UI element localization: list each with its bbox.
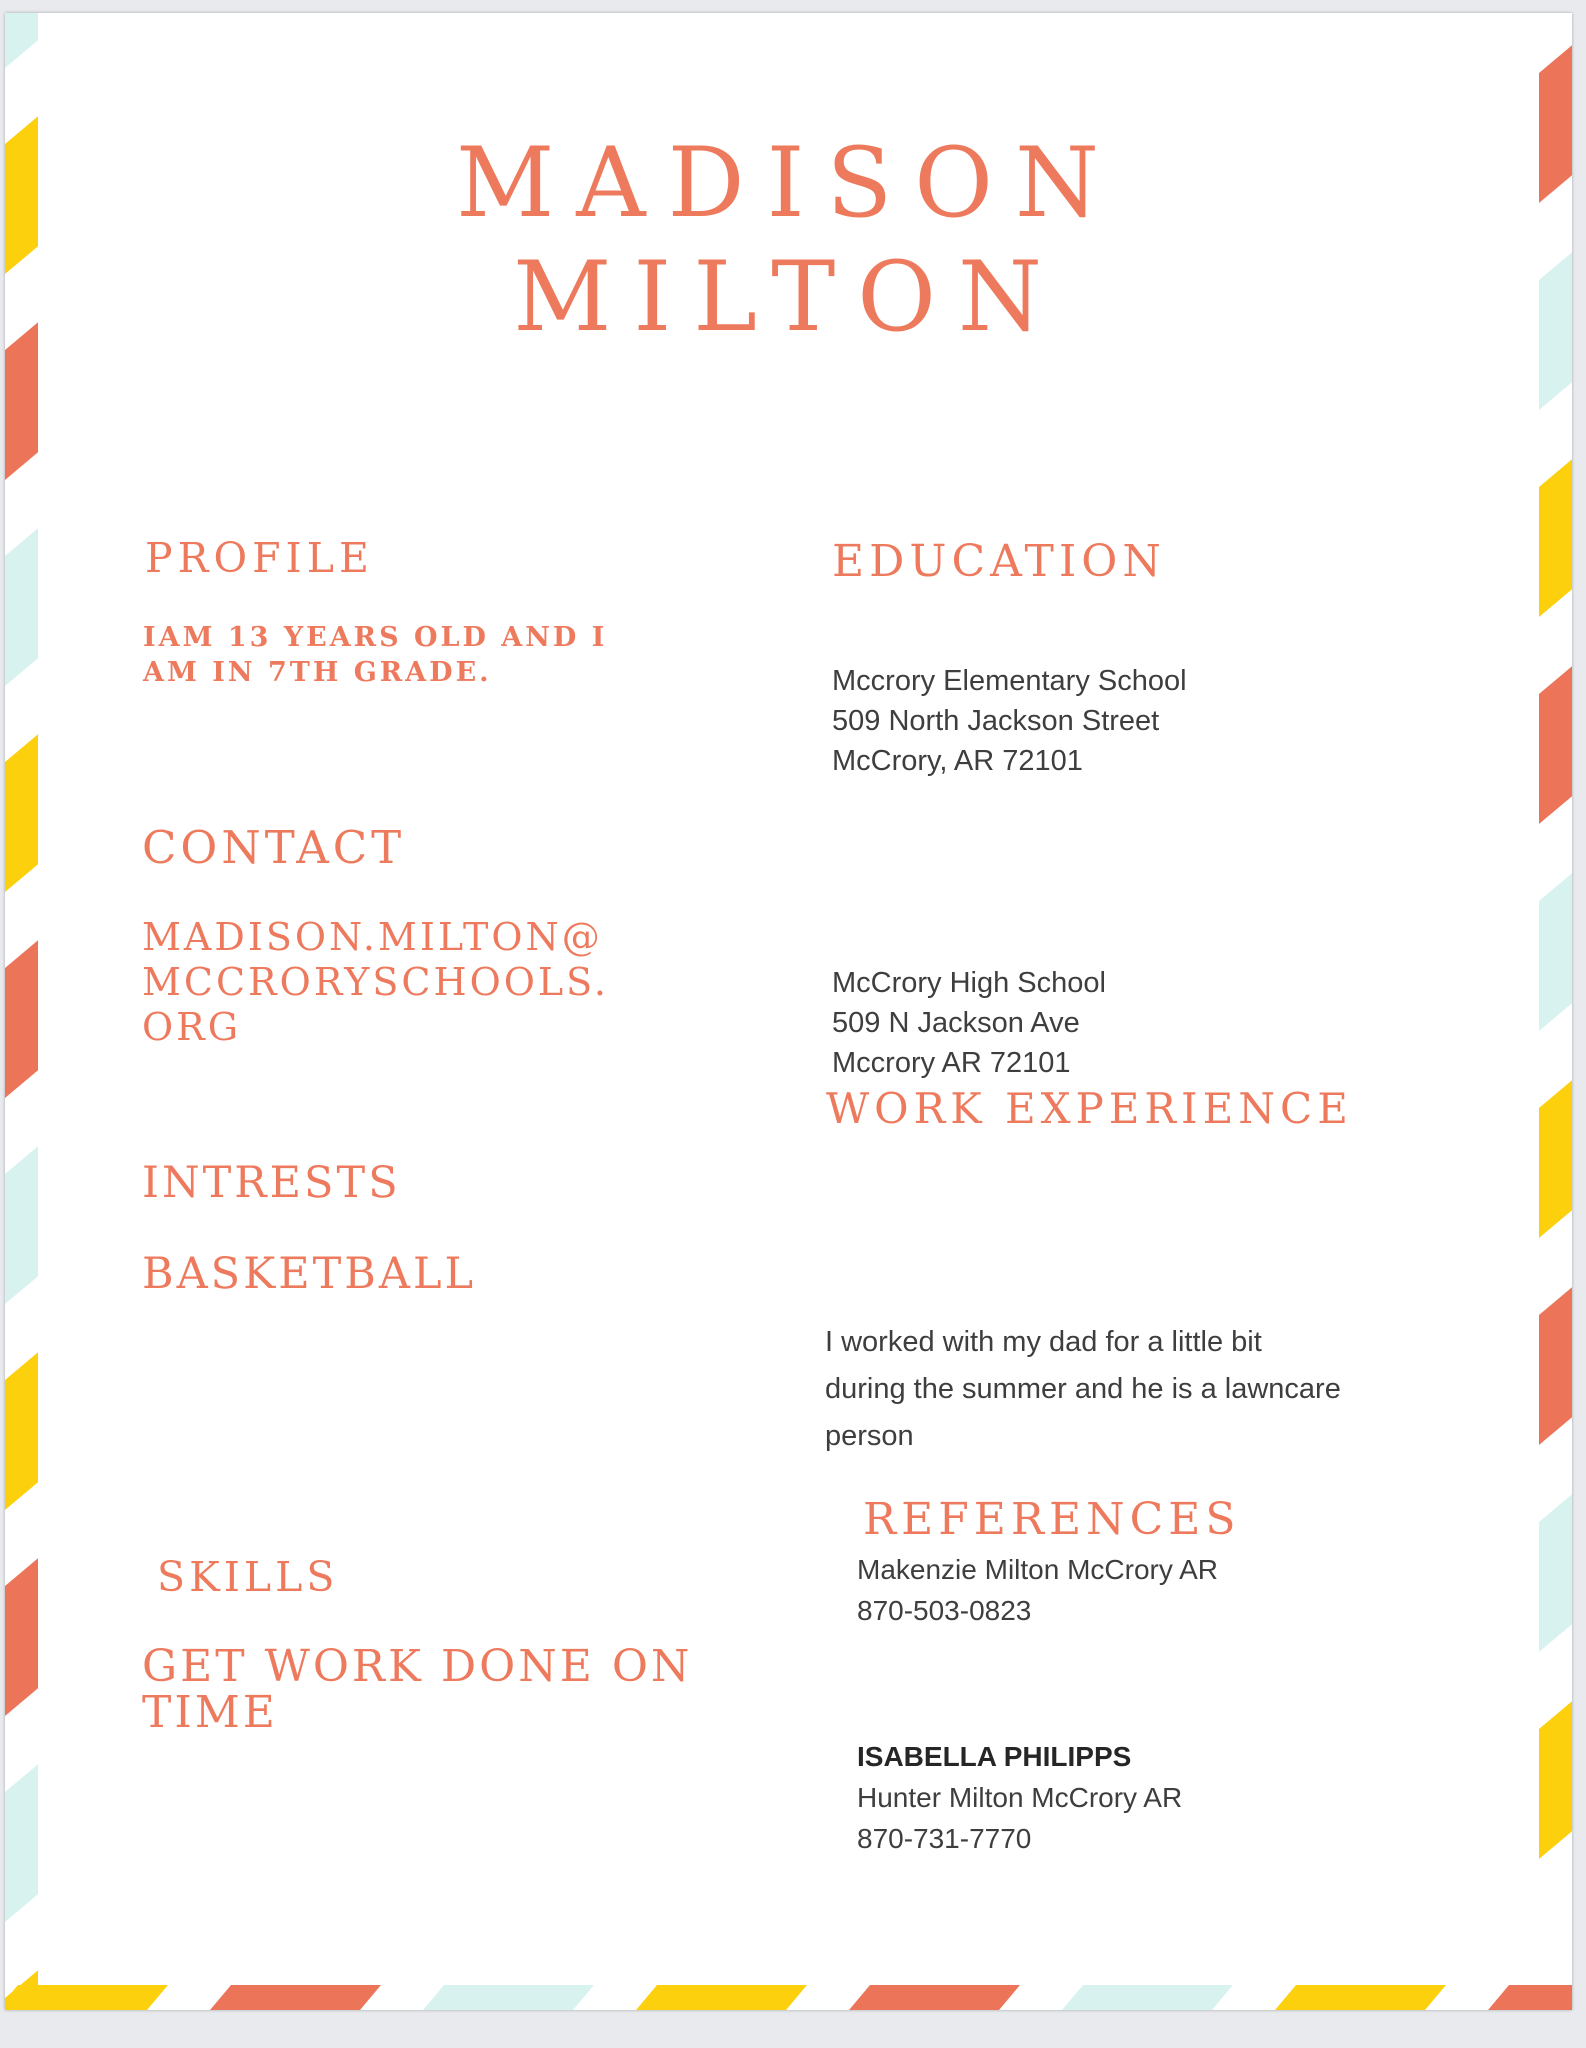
border-stripe: [1062, 1985, 1233, 2010]
section-heading-profile: PROFILE: [145, 534, 374, 582]
education-school-entry: [832, 661, 1187, 781]
border-stripe: [1539, 1701, 1572, 1859]
section-heading-education: EDUCATION: [832, 536, 1166, 587]
education-school-entry: [832, 963, 1106, 1083]
border-stripe: [1539, 1287, 1572, 1445]
border-stripe: [1488, 1985, 1572, 2010]
border-stripe: [1539, 459, 1572, 617]
section-heading-skills: SKILLS: [157, 1553, 339, 1601]
border-stripe: [1539, 1080, 1572, 1238]
border-stripe: [5, 940, 38, 1098]
contact-email: MADISON.MILTON@MCCRORYSCHOOLS.ORG: [142, 915, 609, 1049]
border-stripe: [636, 1985, 807, 2010]
reference-phone: 870-503-0823: [857, 1595, 1032, 1626]
school-name: McCrory High School: [832, 967, 1106, 999]
section-heading-contact: CONTACT: [142, 821, 406, 874]
school-address-city: Mccrory AR 72101: [832, 1047, 1071, 1079]
border-stripe: [5, 1985, 168, 2010]
reference-entry: [857, 1736, 1182, 1859]
school-address-street: 509 North Jackson Street: [832, 705, 1160, 737]
reference-name-location: Hunter Milton McCrory AR: [857, 1782, 1183, 1813]
reference-entry: [857, 1549, 1218, 1631]
border-stripe: [5, 1764, 38, 1922]
section-heading-references: REFERENCES: [863, 1494, 1241, 1545]
border-stripe: [5, 734, 38, 892]
border-stripe: [423, 1985, 594, 2010]
border-stripe: [1539, 1494, 1572, 1652]
intrests-item: BASKETBALL: [142, 1249, 477, 1299]
resume-title-line2: MILTON: [513, 241, 1064, 353]
resume-title-line1: MADISON: [456, 127, 1121, 239]
section-heading-work-experience: WORK EXPERIENCE: [826, 1084, 1353, 1133]
work-experience-description: I worked with my dad for a little bit during the summer and he is a lawncare person: [825, 1326, 1341, 1452]
border-stripe: [5, 1146, 38, 1304]
reference-name-header: ISABELLA PHILIPPS: [857, 1741, 1132, 1772]
border-stripe: [1275, 1985, 1446, 2010]
border-stripe: [849, 1985, 1020, 2010]
reference-name-location: Makenzie Milton McCrory AR: [857, 1554, 1218, 1585]
school-address-city: McCrory, AR 72101: [832, 745, 1083, 777]
border-stripe: [1539, 873, 1572, 1031]
border-stripe: [5, 1352, 38, 1510]
border-stripe: [210, 1985, 381, 2010]
skills-item: GET WORK DONE ON TIME: [142, 1641, 693, 1738]
resume-title: [5, 126, 1572, 354]
reference-phone: 870-731-7770: [857, 1823, 1032, 1854]
school-address-street: 509 N Jackson Ave: [832, 1007, 1080, 1039]
section-heading-intrests: INTRESTS: [142, 1158, 401, 1208]
school-name: Mccrory Elementary School: [832, 665, 1187, 697]
border-stripe: [5, 1558, 38, 1716]
border-stripe: [5, 528, 38, 686]
profile-text: IAM 13 YEARS OLD AND I AM IN 7TH GRADE.: [143, 622, 608, 688]
border-stripe: [5, 13, 38, 68]
resume-page: [5, 13, 1572, 2010]
border-stripe: [1539, 666, 1572, 824]
